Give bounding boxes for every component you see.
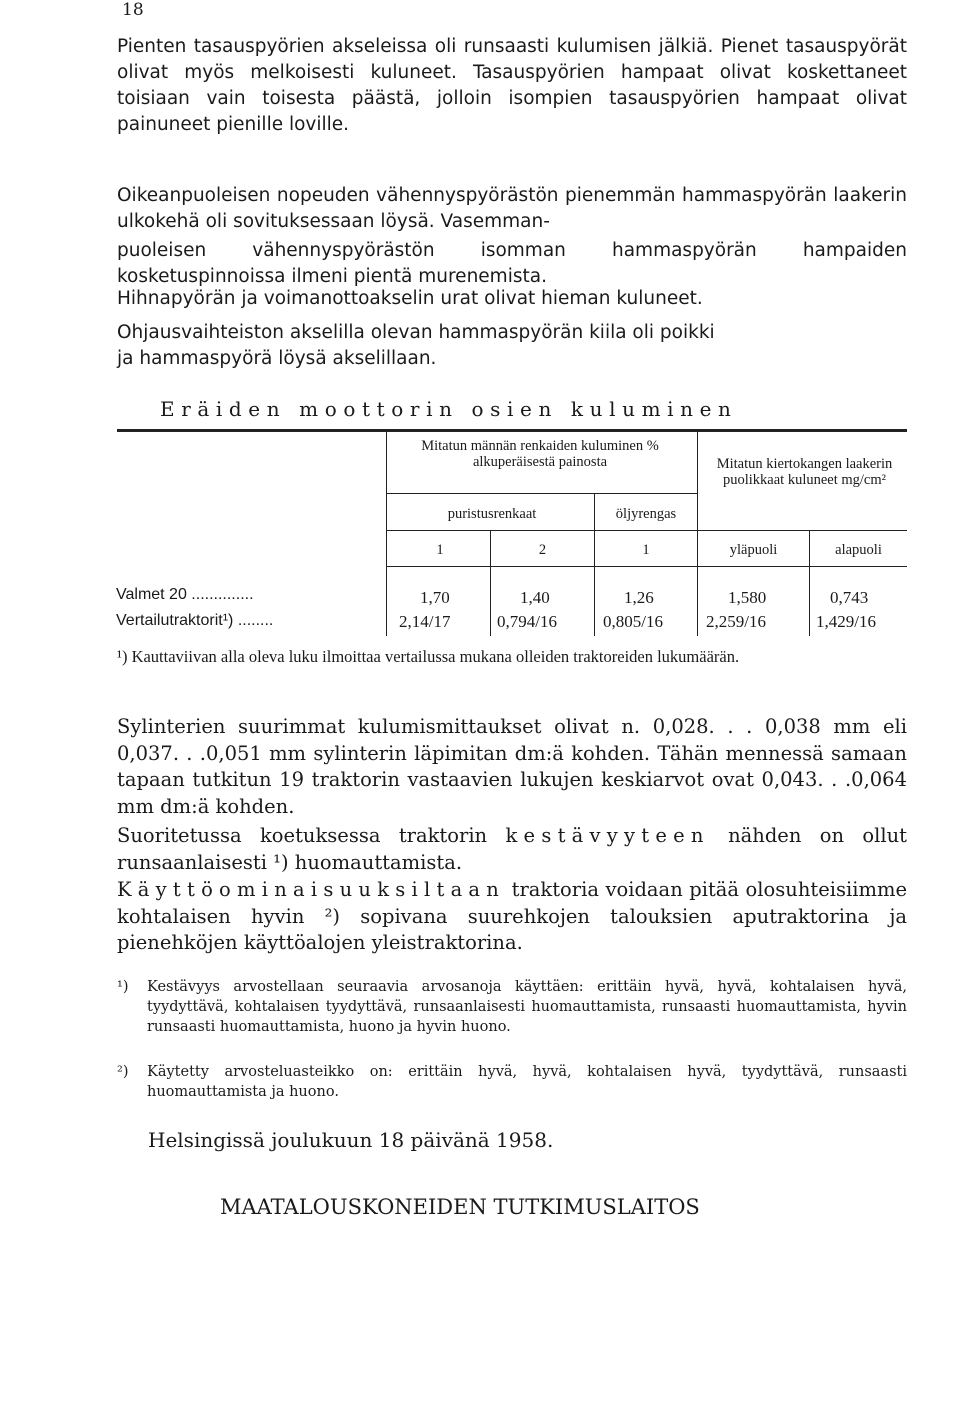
durability-lead: Suoritetussa koetuksessa traktorin	[117, 824, 488, 847]
table-vline-c	[594, 494, 595, 636]
usability-term: Käyttöominaisuuksiltaan	[117, 878, 506, 901]
header-group-piston-rings: Mitatun männän renkaiden kuluminen % alkuperäisestä painosta	[421, 438, 659, 470]
line-steering-shaft: Ohjausvaihteiston akselilla olevan hammaspyörän kiila oli poikki	[117, 322, 715, 343]
usability-tail: traktoria voidaan pitää olosuhteisiimme kohtalaisen hyvin ²) sopivana suurehkojen talouksien aputraktorina ja pienehköjen käyttöalojen yleistraktorina.	[117, 878, 907, 954]
table-hline-numbers	[387, 566, 907, 567]
paragraph-differential: Pienten tasauspyörien akseleissa oli runsaasti kulumisen jälkiä. Pienet tasauspyörät olivat myös melkoisesti kuluneet. Tasauspyörien hampaat olivat koskettaneet toisiaan vain toisesta päästä, jolloin isompien tasauspyörien hampaat olivat painuneet pienille loville.	[117, 36, 907, 135]
table-cell: 1,40	[520, 588, 550, 607]
paragraph-reduction-gear-left: puoleisen vähennyspyörästön isomman hammaspyörän hampaiden kosketuspinnoissa ilmeni pientä murenemista.	[117, 240, 907, 287]
line-gear-loose: ja hammaspyörä löysä akselillaan.	[117, 348, 437, 369]
table-cell: 1,580	[728, 588, 767, 607]
footnote-text: Käytetty arvosteluasteikko on: erittäin hyvä, hyvä, kohtalaisen hyvä, tyydyttävä, runsaasti huomauttamista ja huono.	[147, 1064, 907, 1100]
footnote-marker: ²)	[117, 1064, 129, 1080]
table-cell: 0,805/16	[603, 612, 663, 631]
table-cell: 2,14/17	[399, 612, 451, 631]
row-label-comparison: Vertailutraktorit¹) ........	[116, 612, 274, 629]
table-cell: 1,429/16	[816, 612, 876, 631]
paragraph-durability	[117, 823, 907, 876]
table-vline-b	[697, 432, 698, 636]
paragraph-cylinder-wear: Sylinterien suurimmat kulumismittaukset olivat n. 0,028. . . 0,038 mm eli 0,037. . .0,051 mm sylinterin läpimitan dm:ä kohden. Tähän mennessä samaan tapaan tutkitun 19 traktorin vastaavien lukujen keskiarvot ovat 0,043. . .0,064 mm dm:ä kohden.	[117, 715, 907, 818]
footnote-durability	[117, 977, 907, 1037]
subheader-oil-ring: öljyrengas	[615, 506, 677, 522]
table-hline-header	[387, 530, 907, 531]
footnote-marker: ¹)	[117, 979, 129, 995]
signature: MAATALOUSKONEIDEN TUTKIMUSLAITOS	[220, 1195, 700, 1219]
table-cell: 1,70	[420, 588, 450, 607]
paragraph-usability	[117, 877, 907, 957]
subheader-compression-rings: puristusrenkaat	[447, 506, 537, 522]
durability-tail: nähden on ollut runsaanlaisesti ¹) huomauttamista.	[117, 824, 908, 874]
table-cell: 0,794/16	[497, 612, 557, 631]
column-number-3: 1	[642, 542, 650, 558]
table-cell: 1,26	[624, 588, 654, 607]
table-hline-group1	[387, 493, 697, 494]
place-date: Helsingissä joulukuun 18 päivänä 1958.	[148, 1128, 554, 1152]
page-number: 18	[122, 0, 144, 20]
table-title: Eräiden moottorin osien kuluminen	[160, 397, 738, 421]
table-vline-a	[386, 432, 387, 636]
row-label-valmet: Valmet 20 ..............	[116, 586, 254, 603]
durability-term: kestävyyteen	[505, 824, 710, 847]
header-group-conrod-bearing: Mitatun kiertokangen laakerin puolikkaat kuluneet mg/cm²	[716, 456, 893, 488]
column-number-1: 1	[436, 542, 444, 558]
column-number-2: 2	[538, 542, 547, 558]
table-cell: 0,743	[830, 588, 869, 607]
table-footnote: ¹) Kauttaviivan alla oleva luku ilmoittaa vertailussa mukana olleiden traktoreiden lukumäärän.	[117, 647, 740, 666]
paragraph-reduction-gear-right: Oikeanpuoleisen nopeuden vähennyspyörästön pienemmän hammaspyörän laakerin ulkokehä oli sovituksessaan löysä. Vasemman-	[117, 185, 907, 232]
line-pulley: Hihnapyörän ja voimanottoakselin urat olivat hieman kuluneet.	[117, 288, 703, 309]
column-lower-half: alapuoli	[835, 542, 882, 558]
footnote-text: Kestävyys arvostellaan seuraavia arvosanoja käyttäen: erittäin hyvä, hyvä, kohtalaisen hyvä, tyydyttävä, kohtalaisen tyydyttävä, runsaanlaisesti huomauttamista, runsaasti huomauttamista, hyvin runsaasti huomauttamista, huono ja hyvin huono.	[147, 979, 907, 1035]
footnote-scale	[117, 1062, 907, 1102]
column-upper-half: yläpuoli	[729, 542, 778, 558]
table-cell: 2,259/16	[706, 612, 766, 631]
table-top-rule	[117, 429, 907, 432]
